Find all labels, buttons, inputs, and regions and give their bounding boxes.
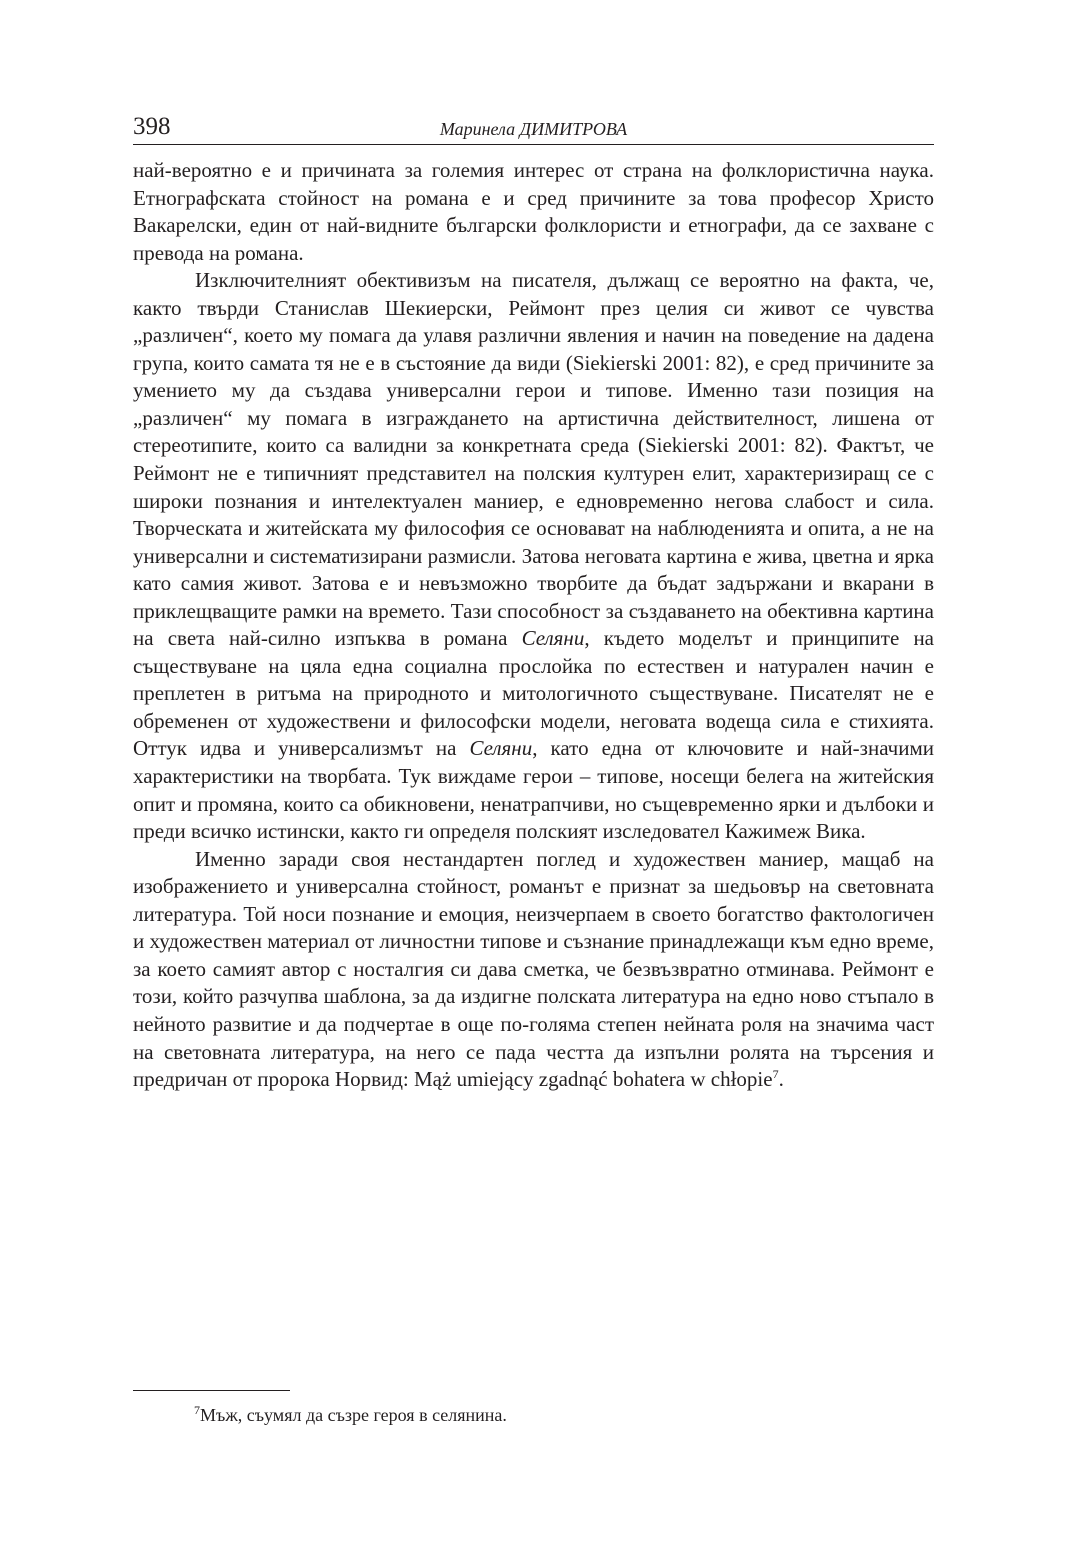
paragraph-1: най-вероятно е и причината за големия интерес от страна на фолклористична наука. Етнографската стойност на романа е и сред причините за това професор Христо Вакарелски, един от най-видните български фолклористи и етнографи, да се захване с превода на романа.	[133, 158, 934, 265]
body-text	[133, 157, 934, 1094]
footnote-separator	[133, 1390, 290, 1391]
paragraph-3	[133, 846, 934, 1094]
page-number: 398	[133, 113, 171, 140]
page-header	[133, 110, 934, 145]
footnote-text: Мъж, съумял да съзре героя в селянина.	[200, 1405, 507, 1425]
running-head-author: Маринела ДИМИТРОВА	[439, 119, 628, 139]
paragraph-3-end: .	[778, 1067, 784, 1092]
novel-title-italic: Селяни	[469, 736, 533, 761]
footnote-marker: 7	[194, 1403, 200, 1417]
footnote	[194, 1403, 507, 1427]
paragraph-2-text-a: Изключителният обективизъм на писателя, дължащ се вероятно на факта, че, както твърди Станислав Шекиерски, Реймонт през целия си живот се чувства „различен“, което му помага да улавя различни явления и начин на поведение на дадена група, които самата тя не е в състояние да види (Siekierski 2001: 82), е сред причините за умението му да създава универсални герои и типове. Именно тази позиция на „различен“ му помага в изграждането на артистична действителност, лишена от стереотипите, които са валидни за конкретната среда (Siekierski 2001: 82). Фактът, че Реймонт не е типичният представител на полския културен елит, характеризиращ се с широки познания и интелектуален маниер, е едновременно негова слабост и сила. Творческата и житейската му философия се основават на наблюденията и опита, а не на универсални и систематизирани размисли. Затова неговата картина е жива, цветна и ярка като самия живот. Затова е и невъзможно творбите да бъдат задържани и вкарани в приклещващите рамки на времето. Тази способност за създаването на обективна картина на света най-силно изпъква в романа	[133, 268, 934, 651]
paragraph-2-text-b: , където моделът и принципите на съществуване на цяла една социална прослойка по естествен и натурален начин е преплетен в ритъма на природното и митологичното съществуване. Писателят не е обременен от художествени и философски модели, неговата водеща сила е стихията. Оттук идва и универсализмът на	[133, 626, 934, 761]
footnote-reference: 7	[772, 1067, 779, 1082]
novel-title-italic: Селяни	[521, 626, 585, 651]
paragraph-2	[133, 267, 934, 845]
paragraph-2-text-c: , като една от ключовите и най-значими характеристики на творбата. Тук виждаме герои – типове, носещи белега на житейския опит и промяна, които са обикновени, ненатрапчиви, но същевременно ярки и дълбоки и преди всичко истински, както ги определя полският изследовател Кажимеж Вика.	[133, 736, 934, 844]
paragraph-3-text: Именно заради своя нестандартен поглед и художествен маниер, мащаб на изображението и универсална стойност, романът е признат за шедьовър на световната литература. Той носи познание и емоция, неизчерпаем в своето богатство фактологичен и художествен материал от личностни типове и съзнание принадлежащи към едно време, за което самият автор с носталгия си дава сметка, че безвъзвратно отминава. Реймонт е този, който разчупва шаблона, за да издигне полската литература на едно ново стъпало в нейното развитие и да подчертае в още по-голяма степен нейната роля на значима част на световната литература, на него се пада честта да изпълни ролята на търсения и предричан от пророка Норвид: Mąż umiejący zgadnąć bohatera w chłopie	[133, 846, 934, 1092]
